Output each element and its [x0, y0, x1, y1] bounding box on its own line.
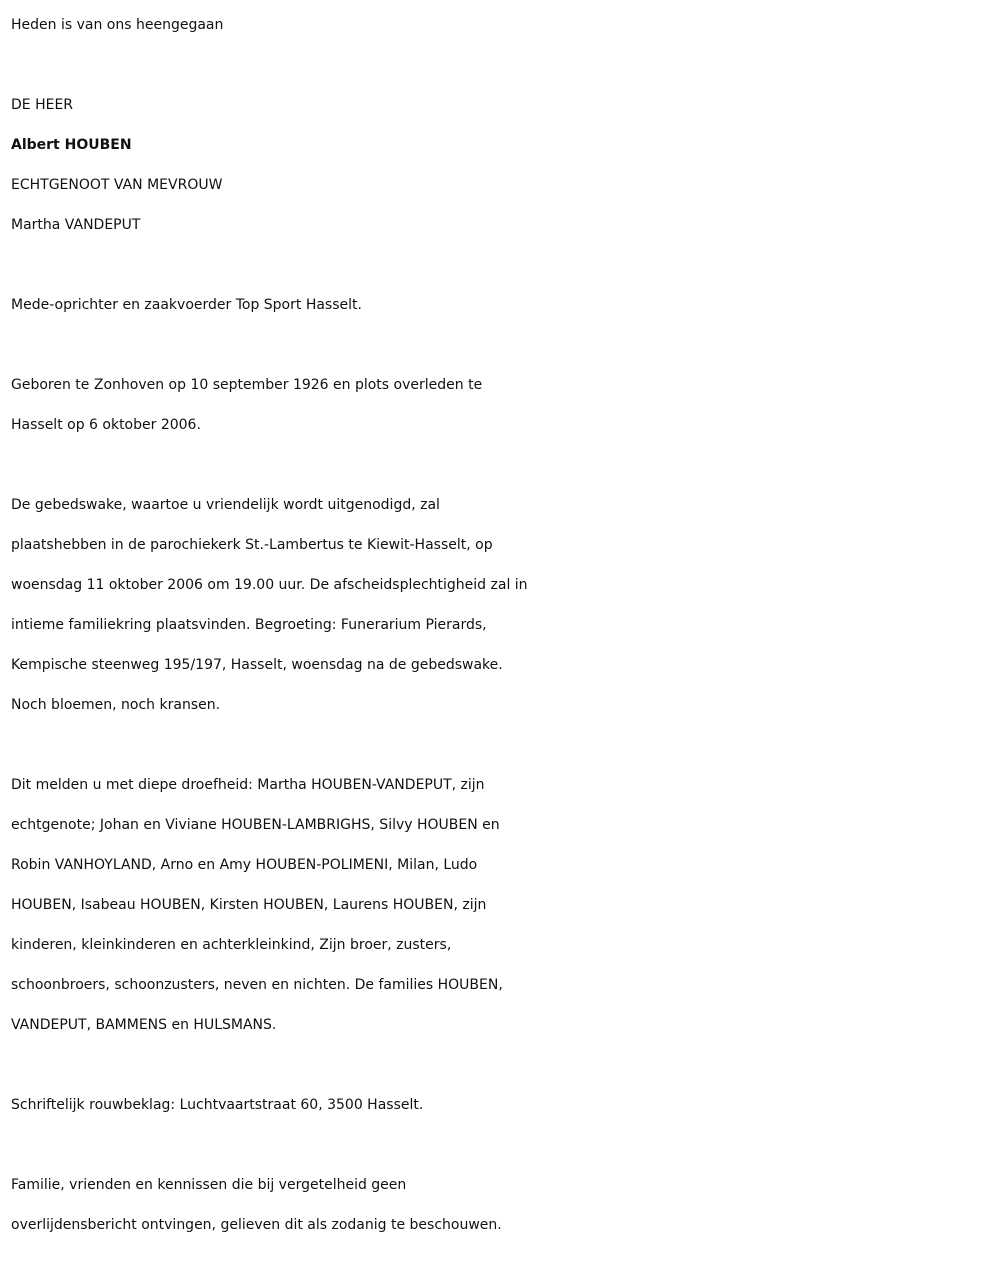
paragraph-line: Dit melden u met diepe droefheid: Martha HOUBEN-VANDEPUT, zijn — [11, 777, 485, 793]
spouse-name: Martha VANDEPUT — [11, 217, 141, 233]
condolence-text: Schriftelijk rouwbeklag: Luchtvaartstraat 60, 3500 Hasselt. — [11, 1097, 424, 1113]
family-paragraph — [11, 765, 991, 1045]
paragraph-line: Familie, vrienden en kennissen die bij vergetelheid geen — [11, 1177, 407, 1193]
wake-paragraph — [11, 485, 991, 725]
spacer — [11, 45, 991, 85]
paragraph-line: HOUBEN, Isabeau HOUBEN, Kirsten HOUBEN, Laurens HOUBEN, zijn — [11, 897, 487, 913]
paragraph-line: Hasselt op 6 oktober 2006. — [11, 417, 201, 433]
paragraph-line: woensdag 11 oktober 2006 om 19.00 uur. De afscheidsplechtigheid zal in — [11, 577, 528, 593]
paragraph-line: overlijdensbericht ontvingen, gelieven dit als zodanig te beschouwen. — [11, 1217, 502, 1233]
paragraph-line: Robin VANHOYLAND, Arno en Amy HOUBEN-POLIMENI, Milan, Ludo — [11, 857, 478, 873]
spacer — [11, 1045, 991, 1085]
intro-text: Heden is van ons heengegaan — [11, 17, 224, 33]
spacer — [11, 445, 991, 485]
paragraph-line: Kempische steenweg 195/197, Hasselt, woensdag na de gebedswake. — [11, 657, 503, 673]
spacer — [11, 1125, 991, 1165]
paragraph-line: VANDEPUT, BAMMENS en HULSMANS. — [11, 1017, 277, 1033]
paragraph-line: echtgenote; Johan en Viviane HOUBEN-LAMBRIGHS, Silvy HOUBEN en — [11, 817, 500, 833]
spouse-label: ECHTGENOOT VAN MEVROUW — [11, 177, 223, 193]
spacer — [11, 245, 991, 285]
paragraph-line: kinderen, kleinkinderen en achterkleinkind, Zijn broer, zusters, — [11, 937, 452, 953]
spacer — [11, 325, 991, 365]
paragraph-line: intieme familiekring plaatsvinden. Begroeting: Funerarium Pierards, — [11, 617, 487, 633]
paragraph-line: plaatshebben in de parochiekerk St.-Lambertus te Kiewit-Hasselt, op — [11, 537, 493, 553]
closing-paragraph — [11, 1165, 991, 1245]
title-prefix: DE HEER — [11, 97, 74, 113]
occupation-text: Mede-oprichter en zaakvoerder Top Sport Hasselt. — [11, 297, 362, 313]
paragraph-line: Noch bloemen, noch kransen. — [11, 697, 221, 713]
paragraph-line: schoonbroers, schoonzusters, neven en nichten. De families HOUBEN, — [11, 977, 503, 993]
spacer — [11, 725, 991, 765]
deceased-name: Albert HOUBEN — [11, 137, 132, 153]
death-notice — [11, 5, 991, 1245]
paragraph-line: De gebedswake, waartoe u vriendelijk wordt uitgenodigd, zal — [11, 497, 440, 513]
birth-death-paragraph — [11, 365, 991, 445]
paragraph-line: Geboren te Zonhoven op 10 september 1926 en plots overleden te — [11, 377, 483, 393]
